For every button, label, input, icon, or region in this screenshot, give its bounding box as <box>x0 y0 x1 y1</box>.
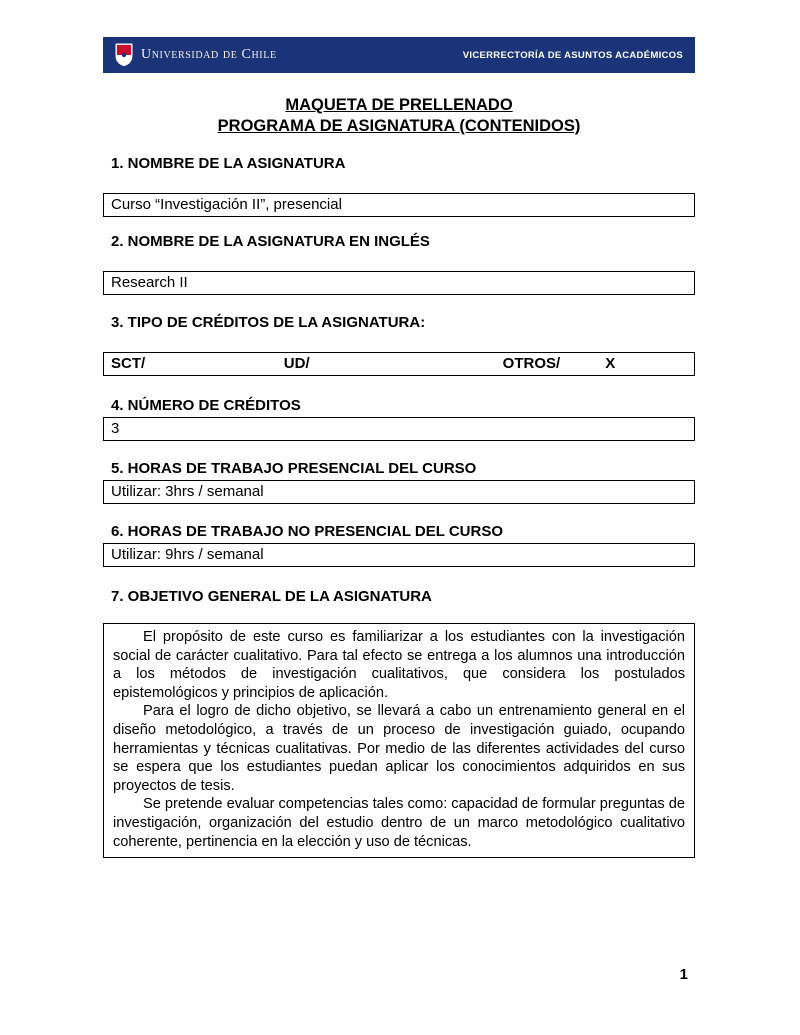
section-5-heading: 5. HORAS DE TRABAJO PRESENCIAL DEL CURSO <box>111 460 477 477</box>
objective-paragraph-2: Para el logro de dicho objetivo, se llevará a cabo un entrenamiento general en el diseño metodológico, a través de un proceso de investigación guiado, ocupando herramientas y técnicas cualitativas. Por medio de las diferentes actividades del curso se espera que los estudiantes puedan aplicar los conocimientos adquiridos en sus proyectos de tesis. <box>113 703 685 794</box>
field-presential-hours: Utilizar: 3hrs / semanal <box>103 480 695 504</box>
credit-sct-label: SCT/ <box>111 355 146 372</box>
credit-ud-label: UD/ <box>283 355 310 372</box>
section-1-heading: 1. NOMBRE DE LA ASIGNATURA <box>111 155 346 172</box>
section-3-heading: 3. TIPO DE CRÉDITOS DE LA ASIGNATURA: <box>111 314 426 331</box>
university-crest-icon <box>115 43 133 67</box>
university-brand <box>115 43 277 67</box>
university-name: Universidad de Chile <box>141 47 277 62</box>
section-4-heading: 4. NÚMERO DE CRÉDITOS <box>111 397 301 414</box>
section-7-heading: 7. OBJETIVO GENERAL DE LA ASIGNATURA <box>111 588 432 605</box>
field-course-name: Curso “Investigación II”, presencial <box>103 193 695 217</box>
section-6-heading: 6. HORAS DE TRABAJO NO PRESENCIAL DEL CURSO <box>111 523 503 540</box>
title-line-2: PROGRAMA DE ASIGNATURA (CONTENIDOS) <box>217 117 581 135</box>
title-line-1: MAQUETA DE PRELLENADO <box>285 96 513 114</box>
field-general-objective <box>103 623 695 858</box>
section-2-heading: 2. NOMBRE DE LA ASIGNATURA EN INGLÉS <box>111 233 430 250</box>
header-bar <box>103 37 695 73</box>
credit-otros-value: X <box>605 355 616 372</box>
credit-otros-label: OTROS/ <box>502 355 561 372</box>
field-non-presential-hours: Utilizar: 9hrs / semanal <box>103 543 695 567</box>
field-credit-types <box>103 352 695 376</box>
objective-paragraph-1: El propósito de este curso es familiarizar a los estudiantes con la investigación social de carácter cualitativo. Para tal efecto se entrega a los alumnos una introducción a los métodos de investigación cualitativos, que considera los postulados epistemológicos y principios de aplicación. <box>113 629 685 701</box>
department-name: VICERRECTORÍA DE ASUNTOS ACADÉMICOS <box>462 49 683 61</box>
page-number: 1 <box>679 966 688 983</box>
document-title <box>103 95 695 137</box>
field-course-name-english: Research II <box>103 271 695 295</box>
credit-otros-group <box>503 355 616 373</box>
objective-paragraph-3: Se pretende evaluar competencias tales como: capacidad de formular preguntas de investigación, organización del estudio dentro de un marco metodológico cualitativo coherente, pertinencia en la elección y uso de técnicas. <box>113 796 685 850</box>
field-credit-number: 3 <box>103 417 695 441</box>
